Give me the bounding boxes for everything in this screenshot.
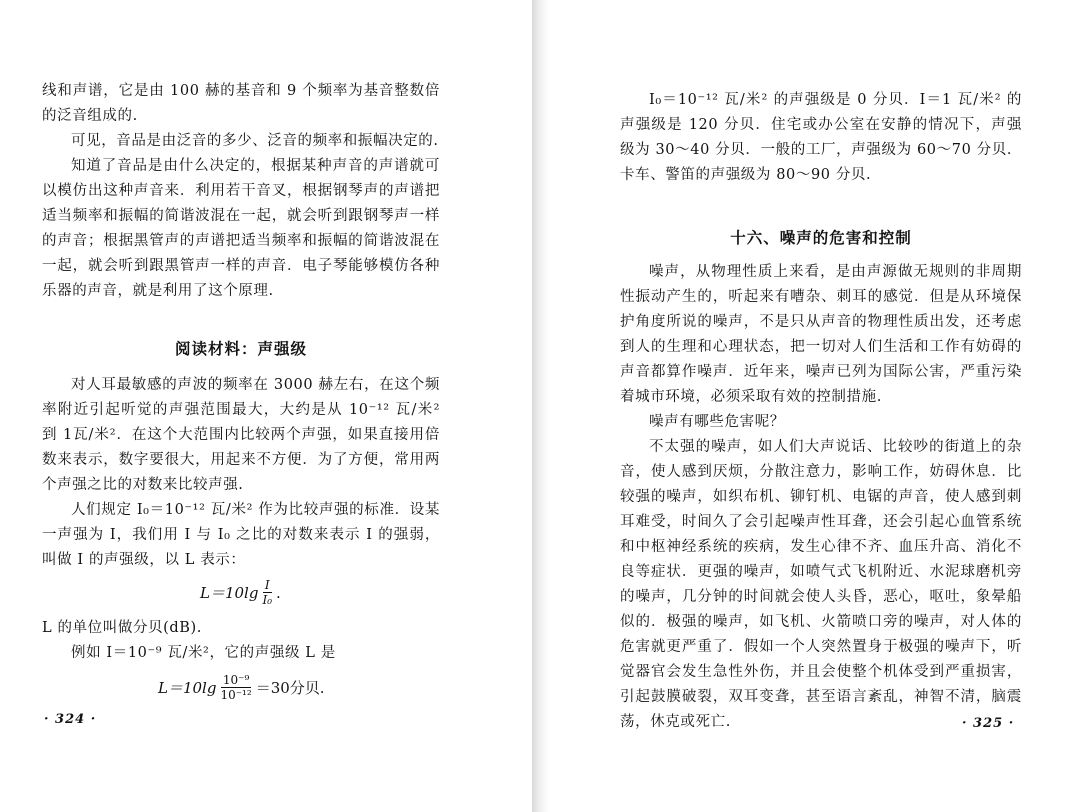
formula-fraction	[260, 578, 274, 607]
left-body-top	[42, 79, 440, 304]
paragraph: 人们规定 I₀＝10⁻¹² 瓦/米² 作为比较声强的标准．设某一声强为 I，我们用 I 与 I₀ 之比的对数来表示 I 的强弱，叫做 I 的声强级，以 L 表示：	[42, 502, 440, 568]
fraction-denominator: I₀	[262, 593, 273, 607]
paragraph: 线和声谱，它是由 100 赫的基音和 9 个频率为基音整数倍的泛音组成的.	[42, 83, 440, 124]
paragraph: 知道了音品是由什么决定的，根据某种声音的声谱就可以模仿出这种声音来．利用若干音叉，根据钢琴声的声谱把适当频率和振幅的简谐波混在一起，就会听到跟钢琴声一样的声音；根据黑管声的声谱把适当频率和振幅的简谐波混在一起，就会听到跟黑管声一样的声音．电子琴能够模仿各种乐器的声音，就是利用了这个原理.	[42, 158, 440, 299]
formula-fraction	[218, 673, 253, 702]
section-heading: 十六、噪声的危害和控制	[730, 229, 912, 247]
right-body-top	[620, 88, 1022, 188]
right-page	[550, 0, 1080, 812]
left-body-bottom	[42, 373, 440, 573]
formula-tail: .	[276, 583, 281, 602]
left-body-unit	[42, 616, 440, 666]
section-heading: 阅读材料：声强级	[174, 340, 307, 358]
page-number: · 324 ·	[44, 712, 97, 727]
book-gutter	[532, 0, 550, 812]
paragraph: 噪声有哪些危害呢？	[649, 414, 785, 430]
left-page	[0, 0, 532, 812]
formula-example	[158, 673, 325, 702]
paragraph: 对人耳最敏感的声波的频率在 3000 赫左右，在这个频率附近引起听觉的声强范围最大，大约是从 10⁻¹² 瓦/米² 到 1瓦/米²．在这个大范围内比较两个声强，如果直接用倍数来表示，数字要很大，用起来不方便．为了方便，常用两个声强之比的对数来比较声强.	[42, 377, 440, 493]
paragraph: 例如 I＝10⁻⁹ 瓦/米²，它的声强级 L 是	[71, 645, 336, 661]
paragraph: L 的单位叫做分贝(dB).	[42, 620, 202, 636]
fraction-numerator: 10⁻⁹	[222, 673, 250, 687]
right-body-main	[620, 260, 1022, 735]
formula-sound-level	[200, 578, 281, 607]
page-number: · 325 ·	[962, 716, 1015, 731]
paragraph: 可见，音品是由泛音的多少、泛音的频率和振幅决定的.	[71, 133, 439, 149]
formula-lhs: L＝10lg	[158, 679, 217, 697]
paragraph: I₀＝10⁻¹² 瓦/米² 的声强级是 0 分贝．I＝1 瓦/米² 的声强级是 120 分贝．住宅或办公室在安静的情况下，声强级为 30～40 分贝．一般的工厂，声强级为 60～70 分贝．卡车、警笛的声强级为 80～90 分贝.	[620, 92, 1022, 183]
fraction-denominator: 10⁻¹²	[220, 688, 252, 702]
formula-rhs: ＝30分贝.	[255, 679, 325, 697]
paragraph: 不太强的噪声，如人们大声说话、比较吵的街道上的杂音，使人感到厌烦，分散注意力，影响工作，妨碍休息．比较强的噪声，如织布机、铆钉机、电锯的声音，使人感到刺耳难受，时间久了会引起噪声性耳聋，还会引起心血管系统和中枢神经系统的疾病，发生心律不齐、血压升高、消化不良等症状．更强的噪声，如喷气式飞机附近、水泥球磨机旁的噪声，几分钟的时间就会使人头昏，恶心，呕吐，象晕船似的．极强的噪声，如飞机、火箭喷口旁的噪声，对人体的危害就更严重了．假如一个人突然置身于极强的噪声下，听觉器官会发生急性外伤，并且会使整个机体受到严重损害，引起鼓膜破裂，双耳变聋，甚至语言紊乱，神智不清，脑震荡，休克或死亡.	[620, 439, 1022, 730]
paragraph: 噪声，从物理性质上来看，是由声源做无规则的非周期性振动产生的，听起来有嘈杂、刺耳的感觉．但是从环境保护角度所说的噪声，不是只从声音的物理性质出发，还考虑到人的生理和心理状态，把一切对人们生活和工作有妨碍的声音都算作噪声．近年来，噪声已列为国际公害，严重污染着城市环境，必须采取有效的控制措施.	[620, 264, 1022, 405]
formula-lhs: L＝10lg	[200, 584, 259, 602]
fraction-numerator: I	[264, 578, 270, 592]
